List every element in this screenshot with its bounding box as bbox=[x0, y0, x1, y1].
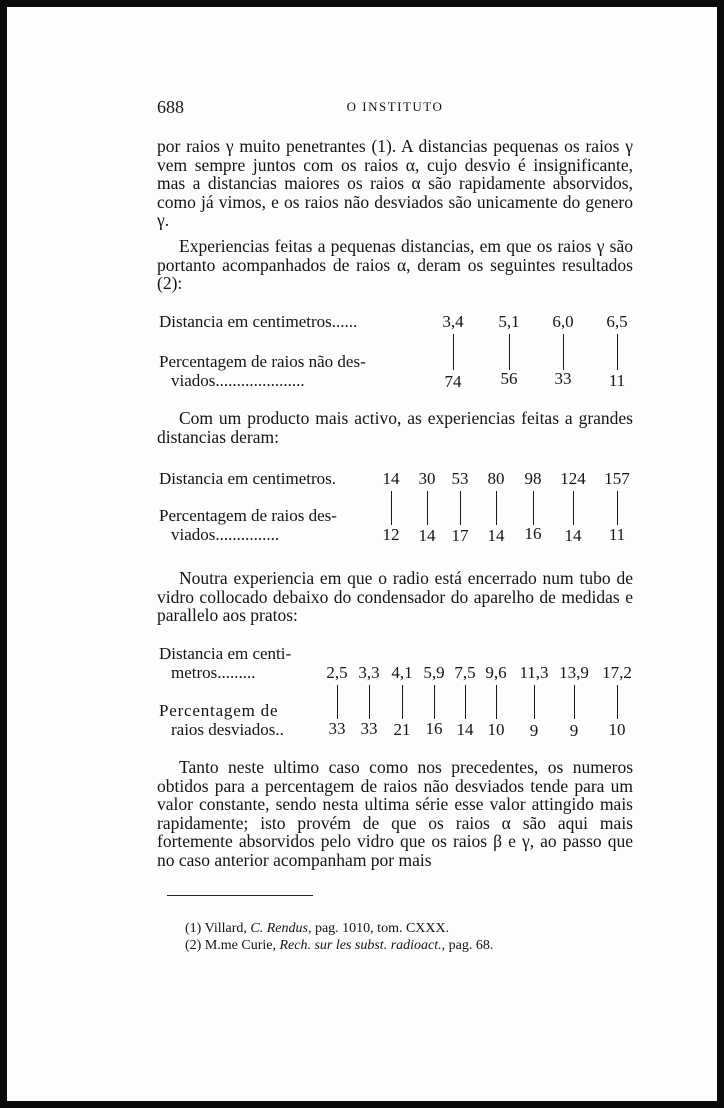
table-3-distance: 3,3 bbox=[358, 663, 380, 682]
table-2-percentage: 16 bbox=[524, 524, 542, 543]
table-3-distance: 17,2 bbox=[602, 663, 632, 682]
table-2-percentage: 17 bbox=[451, 526, 469, 545]
table-1-distance-label: Distancia em centimetros...... bbox=[159, 312, 358, 331]
table-3-percentage: 16 bbox=[425, 719, 443, 738]
footnote-rule bbox=[167, 895, 313, 896]
table-1-percentage: 33 bbox=[554, 369, 572, 388]
table-3-percentage: 9 bbox=[569, 721, 579, 740]
table-3-percentage: 10 bbox=[487, 720, 505, 739]
table-3-distance: 7,5 bbox=[454, 663, 476, 682]
table-3-connector-line bbox=[465, 685, 466, 719]
page-header bbox=[157, 97, 633, 121]
table-3-percentage-label-2: raios desviados.. bbox=[171, 720, 284, 739]
table-1-distance: 6,5 bbox=[606, 312, 628, 331]
table-3-connector-line bbox=[369, 685, 370, 719]
table-2-connector-line bbox=[533, 491, 534, 525]
table-1-percentage-label-1: Percentagem de raios não des- bbox=[159, 352, 366, 371]
table-2-distance: 98 bbox=[524, 469, 542, 488]
table-1-connector-line bbox=[563, 334, 564, 370]
table-3-percentage-label-1: Percentagem de bbox=[159, 701, 279, 720]
table-2-connector-line bbox=[427, 491, 428, 525]
running-title: O INSTITUTO bbox=[346, 99, 444, 114]
table-3-distance: 4,1 bbox=[391, 663, 413, 682]
table-1-distance: 3,4 bbox=[442, 312, 464, 331]
table-1-percentage-label-2: viados..................... bbox=[171, 371, 305, 390]
footnote-1 bbox=[185, 921, 449, 937]
footnote-1-work: C. Rendus, bbox=[250, 921, 312, 936]
footnote-2 bbox=[185, 938, 493, 954]
footnote-2-number: (2) bbox=[185, 938, 202, 953]
table-2-connector-line bbox=[573, 491, 574, 525]
page-number: 688 bbox=[157, 97, 184, 117]
footnote-1-author: Villard, bbox=[204, 921, 247, 936]
table-2-distance: 157 bbox=[604, 469, 630, 488]
footnote-1-number: (1) bbox=[185, 921, 202, 936]
paragraph-2: Experiencias feitas a pequenas distancias, em que os raios γ são portanto acompanhados de raios α, deram os seguintes resultados (2): bbox=[157, 236, 633, 294]
footnote-2-author: M.me Curie, bbox=[204, 938, 276, 953]
table-3-connector-line bbox=[434, 685, 435, 719]
table-3-distance: 13,9 bbox=[559, 663, 589, 682]
table-3-percentage: 9 bbox=[529, 721, 539, 740]
table-2-percentage-label-2: viados............... bbox=[171, 525, 280, 544]
footnote-2-reference: pag. 68. bbox=[448, 938, 494, 953]
table-3-percentage: 14 bbox=[456, 720, 474, 739]
table-3-distance: 5,9 bbox=[423, 663, 445, 682]
paragraph-4: Noutra experiencia em que o radio está encerrado num tubo de vidro collocado debaixo do condensador do aparelho de medidas e parallelo aos pratos: bbox=[157, 568, 633, 626]
table-2-percentage-label-1: Percentagem de raios des- bbox=[159, 506, 337, 525]
table-1-percentage: 74 bbox=[444, 372, 462, 391]
table-2-distance-label: Distancia em centimetros. bbox=[159, 469, 337, 488]
paragraph-5: Tanto neste ultimo caso como nos precedentes, os numeros obtidos para a percentagem de raios não desviados tende para um valor constante, sendo nesta ultima série esse valor attingido mais rapidamente; isto provém de que os raios α são aqui mais fortemente absorvidos pelo vidro que os raios β e γ, ao passo que no caso anterior acompanham por mais bbox=[157, 757, 633, 870]
table-3-percentage: 33 bbox=[328, 719, 346, 738]
paragraph-3: Com um producto mais activo, as experiencias feitas a grandes distancias deram: bbox=[157, 408, 633, 447]
table-3-percentage: 33 bbox=[360, 719, 378, 738]
table-2-distance: 124 bbox=[560, 469, 586, 488]
table-3-distance-label-2: metros......... bbox=[171, 663, 256, 682]
footnote-2-work: Rech. sur les subst. radioact., bbox=[279, 938, 446, 953]
table-1-distance: 5,1 bbox=[498, 312, 520, 331]
table-2-connector-line bbox=[460, 491, 461, 525]
table-2-percentage: 11 bbox=[608, 525, 626, 544]
table-2-distance: 14 bbox=[382, 469, 400, 488]
table-2-percentage: 14 bbox=[487, 526, 505, 545]
table-3-connector-line bbox=[534, 685, 535, 719]
table-3-percentage: 10 bbox=[608, 720, 626, 739]
table-1-connector-line bbox=[509, 334, 510, 370]
table-3-percentage: 21 bbox=[393, 720, 411, 739]
table-2-distance: 30 bbox=[418, 469, 436, 488]
table-2-percentage: 14 bbox=[418, 526, 436, 545]
table-3-connector-line bbox=[617, 685, 618, 719]
table-3-connector-line bbox=[496, 685, 497, 719]
table-2-percentage: 12 bbox=[382, 525, 400, 544]
table-3-distance: 11,3 bbox=[519, 663, 549, 682]
paragraph-1: por raios γ muito penetrantes (1). A distancias pequenas os raios γ vem sempre juntos com os raios α, cujo desvio é insignificante, mas a distancias maiores os raios α são rapidamente absorvidos, como já vimos, e os raios não desviados são unicamente do genero γ. bbox=[157, 136, 633, 231]
table-1-percentage: 11 bbox=[608, 371, 626, 390]
table-1-percentage: 56 bbox=[500, 369, 518, 388]
footnote-1-reference: pag. 1010, tom. CXXX. bbox=[314, 921, 450, 936]
table-2-distance: 53 bbox=[451, 469, 469, 488]
table-3-distance: 9,6 bbox=[485, 663, 507, 682]
table-2-connector-line bbox=[496, 491, 497, 525]
table-1-connector-line bbox=[453, 334, 454, 370]
table-3-connector-line bbox=[337, 685, 338, 719]
table-1-distance: 6,0 bbox=[552, 312, 574, 331]
table-2-percentage: 14 bbox=[564, 526, 582, 545]
table-3-distance: 2,5 bbox=[326, 663, 348, 682]
table-2-connector-line bbox=[391, 491, 392, 525]
table-2-distance: 80 bbox=[487, 469, 505, 488]
table-2-connector-line bbox=[617, 491, 618, 525]
table-3-connector-line bbox=[402, 685, 403, 719]
table-3-connector-line bbox=[574, 685, 575, 719]
table-1-connector-line bbox=[617, 334, 618, 370]
table-3-distance-label-1: Distancia em centi- bbox=[159, 644, 292, 663]
